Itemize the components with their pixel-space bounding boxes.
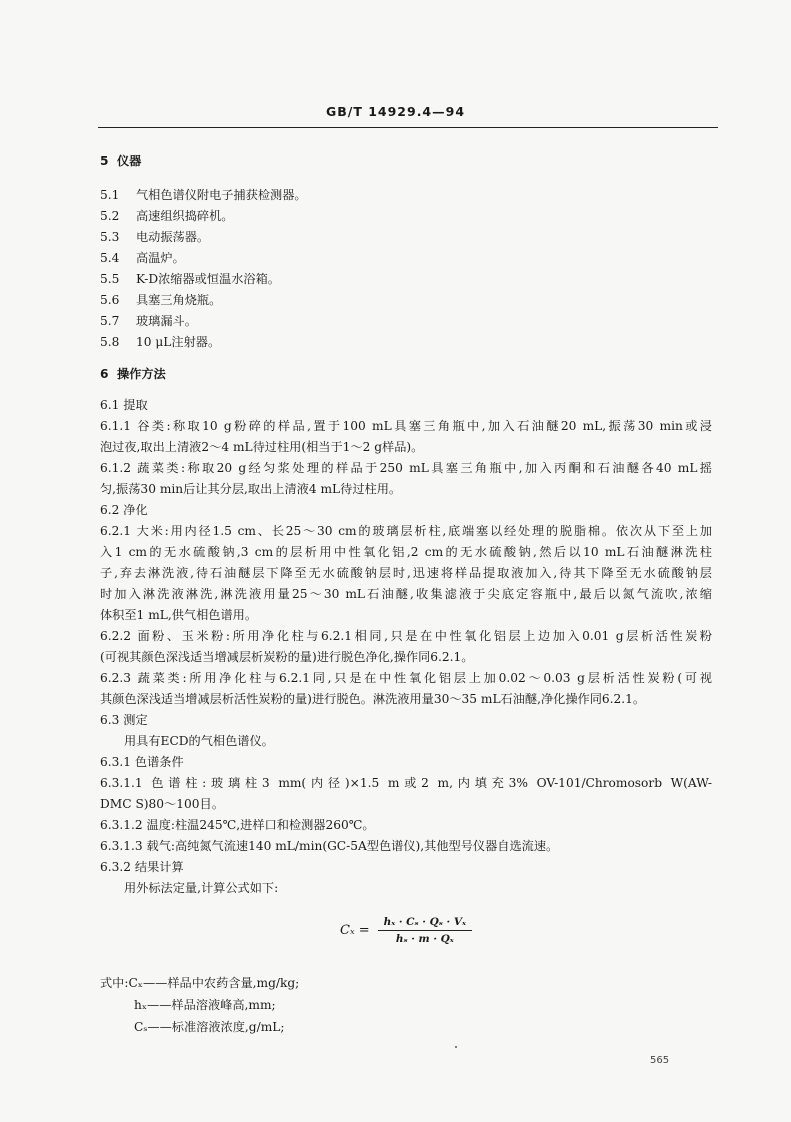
- para-6-1-1-line: 6.1.1 谷类:称取10 g粉碎的样品,置于100 mL具塞三角瓶中,加入石油醚20 mL,振荡30 min或浸: [100, 419, 712, 433]
- para-6-2-2-line: 6.2.2 面粉、玉米粉:所用净化柱与6.2.1相同,只是在中性氧化铝层上边加入0.01 g层析活性炭粉: [100, 629, 712, 643]
- result-formula: [340, 916, 472, 945]
- list-item: 5.5 K-D浓缩器或恒温水浴箱。: [100, 272, 280, 286]
- list-item: 5.4 高温炉。: [100, 251, 185, 265]
- list-item: 5.1 气相色谱仪附电子捕获检测器。: [100, 188, 307, 202]
- section-6-heading: [100, 366, 166, 382]
- formula-fraction: [378, 916, 472, 945]
- para-6-2-1-line: 6.2.1 大米:用内径1.5 cm、长25～30 cm的玻璃层析柱,底端塞以经处理的脱脂棉。依次从下至上加: [100, 524, 712, 538]
- para-6-1-1-line: 泡过夜,取出上清液2～4 mL待过柱用(相当于1～2 g样品)。: [100, 440, 424, 454]
- list-item: 5.8 10 μL注射器。: [100, 335, 221, 349]
- standard-header: GB/T 14929.4—94: [325, 104, 466, 119]
- para-6-2-1-line: 时加入淋洗液淋洗,淋洗液用量25～30 mL石油醚,收集滤液于尖底定容瓶中,最后以氮气流吹,浓缩: [100, 587, 712, 601]
- section-title: 仪器: [116, 154, 142, 168]
- list-item: 5.3 电动振荡器。: [100, 230, 210, 244]
- para-6-2-1-line: 子,弃去淋洗液,待石油醚层下降至无水硫酸钠层时,迅速将样品提取液加入,待其下降至无水硫酸钠层: [100, 566, 712, 580]
- section-5-heading: [100, 153, 141, 169]
- para-6-2-1-line: 体积至1 mL,供气相色谱用。: [100, 608, 258, 622]
- list-item: 5.7 玻璃漏斗。: [100, 314, 197, 328]
- list-item: 5.6 具塞三角烧瓶。: [100, 293, 222, 307]
- header-rule: [98, 127, 718, 128]
- variable-definition: hₓ——样品溶液峰高,mm;: [134, 998, 276, 1012]
- section-title: 操作方法: [116, 367, 166, 381]
- para-6-3-text: 用具有ECD的气相色谱仪。: [124, 734, 274, 748]
- section-number: 6: [100, 367, 109, 381]
- subsection-6-1: 6.1 提取: [100, 398, 148, 412]
- para-6-2-1-line: 入1 cm的无水硫酸钠,3 cm的层析用中性氧化铝,2 cm的无水硫酸钠,然后以10 mL石油醚淋洗柱: [100, 545, 712, 559]
- para-6-2-3-line: 其颜色深浅适当增减层析活性炭粉的量)进行脱色。淋洗液用量30～35 mL石油醚,净化操作同6.2.1。: [100, 692, 646, 706]
- scan-speck: [455, 1046, 457, 1048]
- para-6-2-3-line: 6.2.3 蔬菜类:所用净化柱与6.2.1同,只是在中性氧化铝层上加0.02～0.03 g层析活性炭粉(可视: [100, 671, 712, 685]
- formula-denominator: hₛ · m · Qₓ: [395, 933, 454, 945]
- para-6-1-2-line: 匀,振荡30 min后让其分层,取出上清液4 mL待过柱用。: [100, 482, 402, 496]
- para-6-3-2-text: 用外标法定量,计算公式如下:: [124, 881, 279, 895]
- subsection-6-2: 6.2 净化: [100, 503, 148, 517]
- page-number: 565: [650, 1055, 670, 1066]
- formula-numerator: hₓ · Cₛ · Qₛ · Vₓ: [378, 916, 472, 931]
- list-item: 5.2 高速组织捣碎机。: [100, 209, 234, 223]
- para-6-3-1-1-line: 6.3.1.1 色谱柱:玻璃柱3 mm(内径)×1.5 m或2 m,内填充3% OV-101/Chromosorb W(AW-: [100, 776, 712, 790]
- para-6-3-1-3: 6.3.1.3 载气:高纯氮气流速140 mL/min(GC-5A型色谱仪),其他型号仪器自选流速。: [100, 839, 559, 853]
- section-number: 5: [100, 154, 109, 168]
- para-6-2-2-line: (可视其颜色深浅适当增减层析炭粉的量)进行脱色净化,操作同6.2.1。: [100, 650, 474, 664]
- subsection-6-3-1: 6.3.1 色谱条件: [100, 755, 184, 769]
- para-6-3-1-2: 6.3.1.2 温度:柱温245℃,进样口和检测器260℃。: [100, 818, 375, 832]
- para-6-3-1-1-line: DMC S)80～100目。: [100, 797, 224, 811]
- para-6-1-2-line: 6.1.2 蔬菜类:称取20 g经匀浆处理的样品于250 mL具塞三角瓶中,加入丙酮和石油醚各40 mL摇: [100, 461, 712, 475]
- variable-definition: 式中:Cₓ——样品中农药含量,mg/kg;: [100, 976, 300, 990]
- subsection-6-3-2: 6.3.2 结果计算: [100, 860, 184, 874]
- variable-definition: Cₛ——标准溶液浓度,g/mL;: [134, 1020, 285, 1034]
- formula-lhs: Cₓ =: [340, 923, 370, 938]
- subsection-6-3: 6.3 测定: [100, 713, 148, 727]
